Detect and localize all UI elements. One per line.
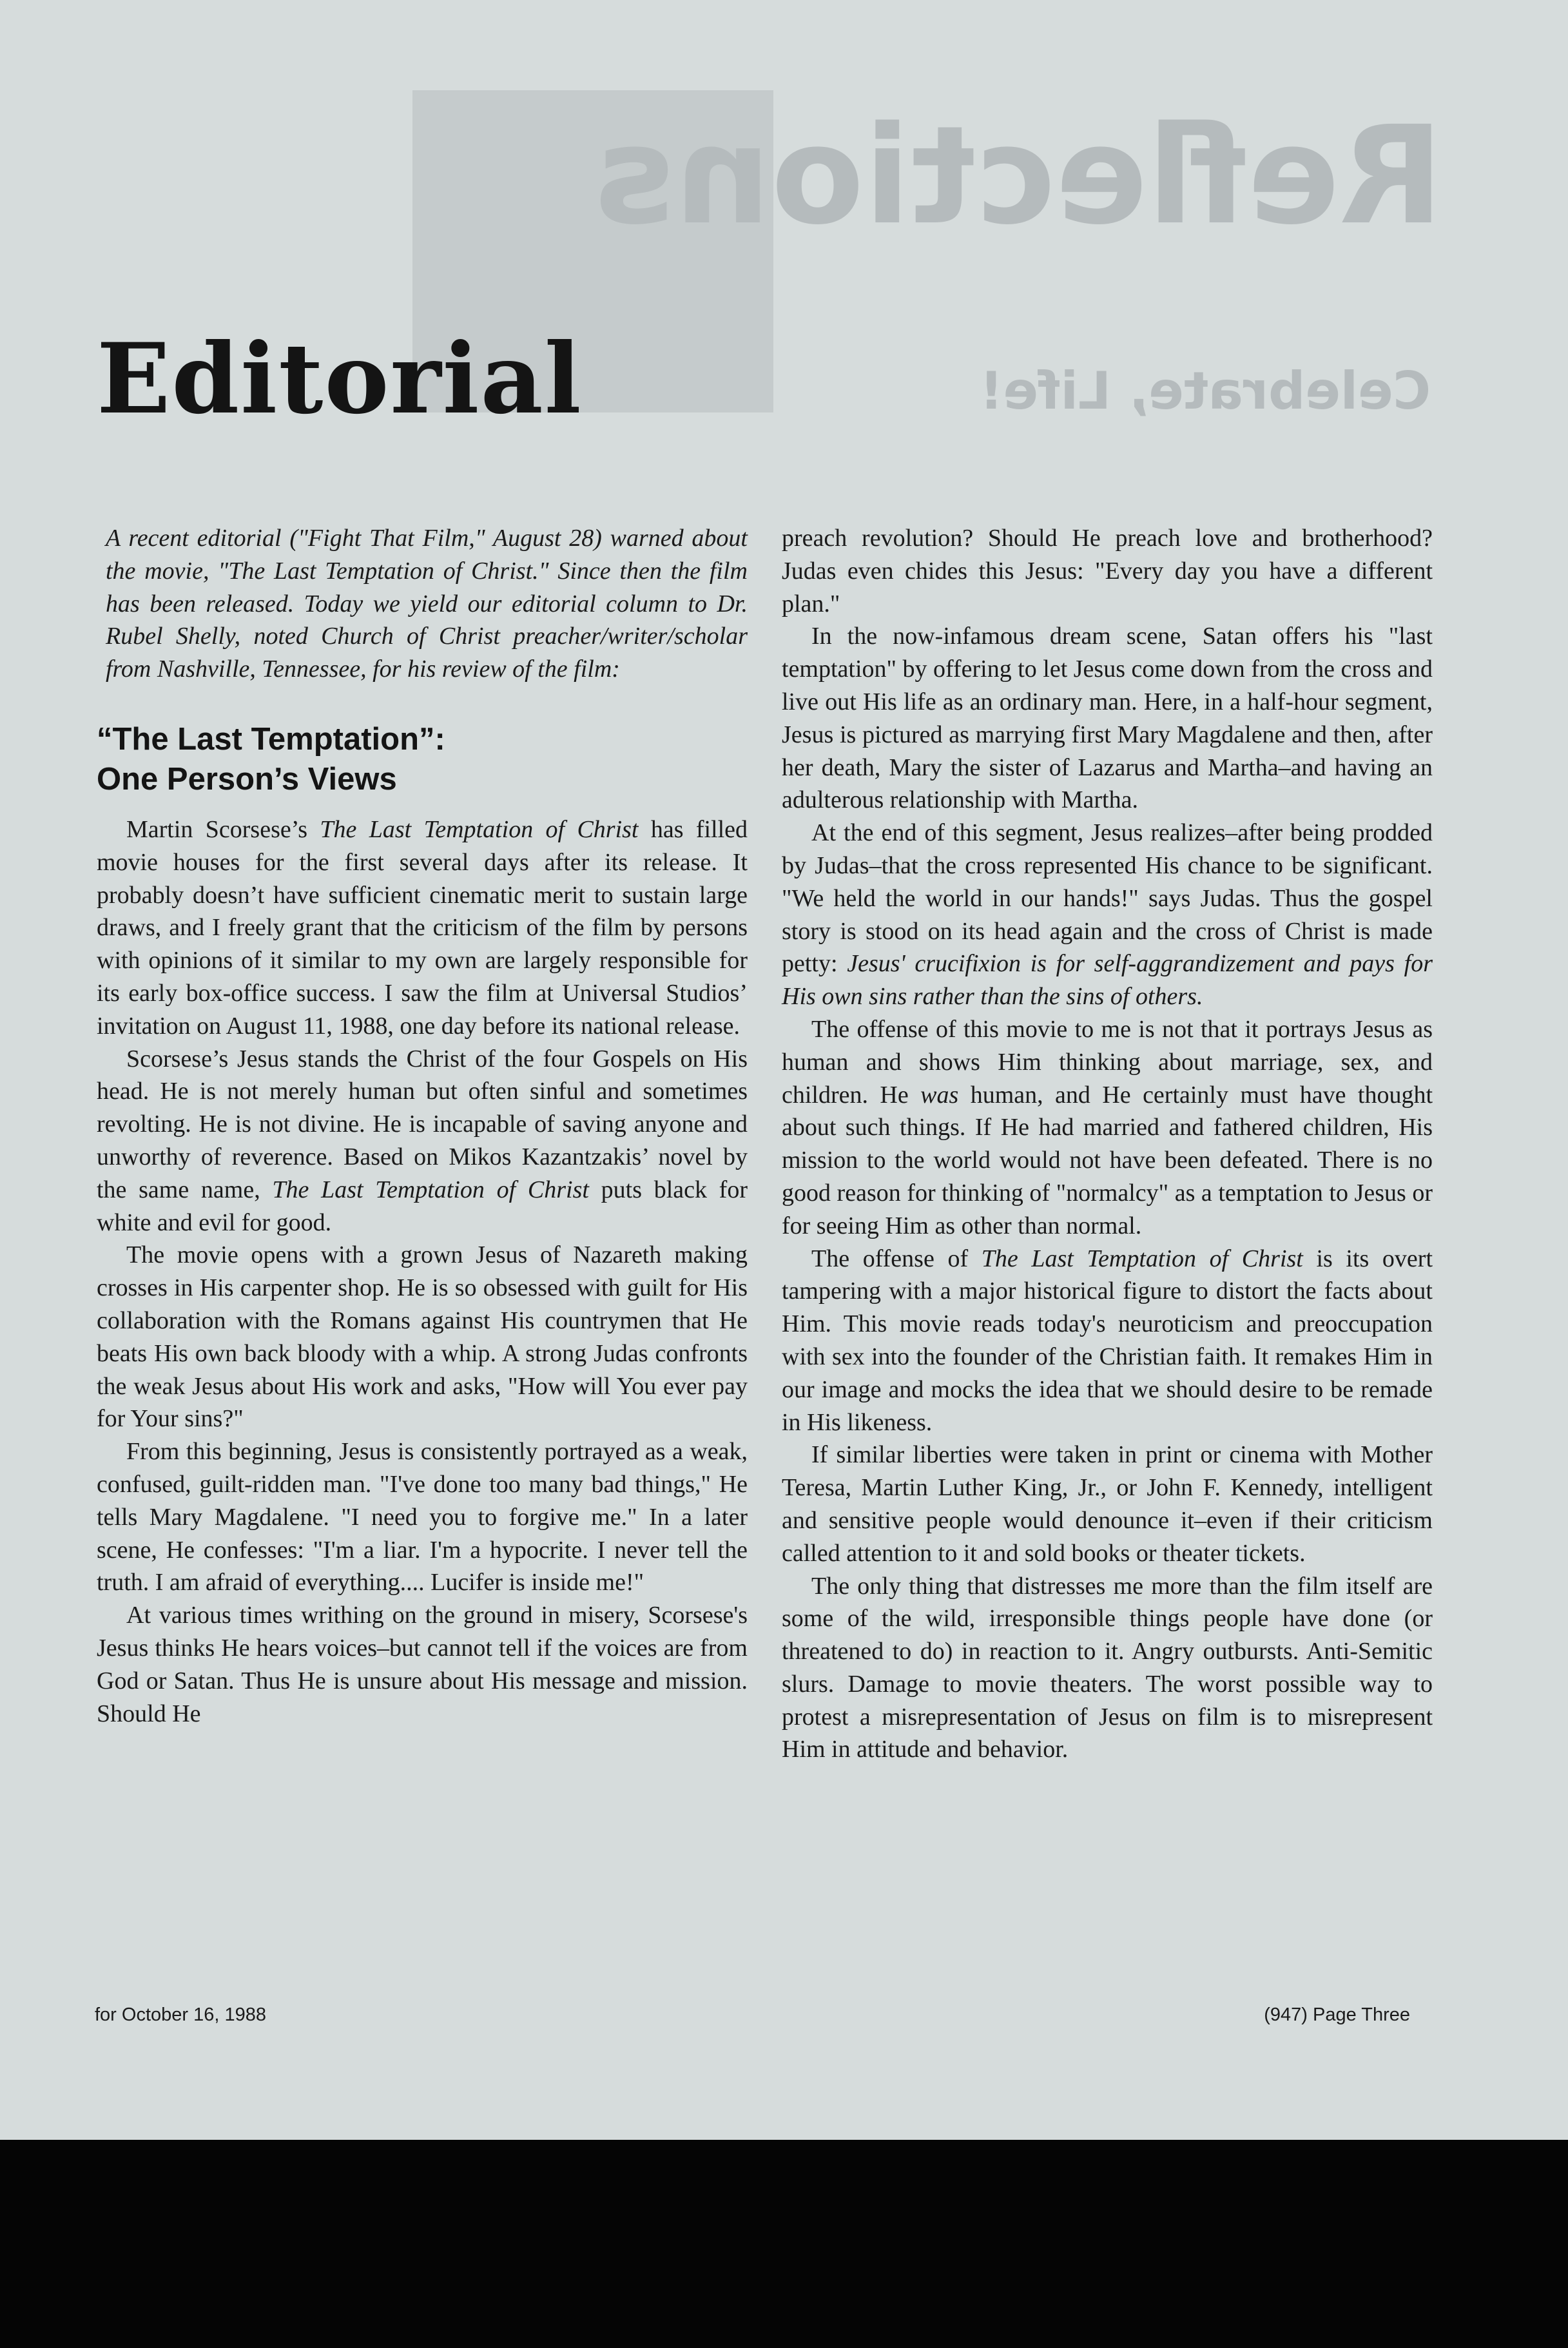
body-paragraph: The offense of this movie to me is not that it portrays Jesus as human and shows Him thinking about marriage, sex, and children. He was human, and He certainly must have thought about such things. If He had married and fathered children, His mission to the world would not have been defeated. There is no good reason for thinking of "normalcy" as a temptation to Jesus or for seeing Him as other than normal. [782, 1015, 1433, 1239]
body-paragraph-continued: preach revolution? Should He preach love and brotherhood? Judas even chides this Jesus: "Every day you have a different plan." [782, 525, 1433, 617]
body-paragraph: The offense of The Last Temptation of Christ is its overt tampering with a major historical figure to distort the facts about Him. This movie reads today's neuroticism and preoccupation with sex into the founder of the Christian faith. It remakes Him in our image and mocks the idea that we should desire to be remade in His likeness. [782, 1245, 1433, 1436]
body-paragraph: Scorsese’s Jesus stands the Christ of the four Gospels on His head. He is not merely human but often sinful and sometimes revolting. He is not divine. He is incapable of saving anyone and unworthy of reverence. Based on Mikos Kazantzakis’ novel by the same name, The Last Temptation of Christ puts black for white and evil for good. [97, 1045, 748, 1236]
right-column [782, 522, 1433, 1766]
editor-intro: A recent editorial ("Fight That Film," August 28) warned about the movie, "The Last Temptation of Christ." Since then the film has been released. Today we yield our editorial column to Dr. Rubel Shelly, noted Church of Christ preacher/writer/scholar from Nashville, Tennessee, for his review of the film: [106, 525, 748, 683]
article-title-line-1: “The Last Temptation”: [97, 721, 445, 757]
body-paragraph: If similar liberties were taken in print or cinema with Mother Teresa, Martin Luther King, Jr., or John F. Kennedy, intelligent and sensitive people would denounce it–even if their criticism called attention to it and sold books or theater tickets. [782, 1441, 1433, 1567]
bleed-through-title: Reflections [594, 97, 1444, 255]
body-paragraph: From this beginning, Jesus is consistently portrayed as a weak, confused, guilt-ridden man. "I've done too many bad things," He tells Mary Magdalene. "I need you to forgive me." In a later scene, He confesses: "I'm a liar. I'm a hypocrite. I never tell the truth. I am afraid of everything.... Lucifer is inside me!" [97, 1438, 748, 1596]
footer-date: for October 16, 1988 [95, 2004, 266, 2025]
footer-page-number: (947) Page Three [1264, 2004, 1410, 2025]
body-paragraph: At the end of this segment, Jesus realizes–after being prodded by Judas–that the cross represented His chance to be significant. "We held the world in our hands!" says Judas. Thus the gospel story is stood on its head again and the cross of Christ is made petty: Jesus' crucifixion is for self-aggrandizement and pays for His own sins rather than the sins of others. [782, 819, 1433, 1011]
article-title-line-2: One Person’s Views [97, 761, 397, 797]
section-masthead: Editorial [97, 322, 583, 436]
body-paragraph: At various times writhing on the ground in misery, Scorsese's Jesus thinks He hears voices–but cannot tell if the voices are from God or Satan. Thus He is unsure about His message and mission. Should He [97, 1602, 748, 1727]
bleed-through-subtitle: Celebrate, Life! [979, 361, 1431, 421]
body-paragraph: The only thing that distresses me more than the film itself are some of the wild, irresponsible things people have done (or threatened to do) in reaction to it. Angry outbursts. Anti-Semitic slurs. Damage to movie theaters. The worst possible way to protest a misrepresentation of Jesus on film is to misrepresent Him in attitude and behavior. [782, 1572, 1433, 1763]
body-paragraph: The movie opens with a grown Jesus of Nazareth making crosses in His carpenter shop. He is so obsessed with guilt for His collaboration with the Romans against His countrymen that He beats His own back bloody with a whip. A strong Judas confronts the weak Jesus about His work and asks, "How will You ever pay for Your sins?" [97, 1241, 748, 1433]
article-title [97, 719, 748, 799]
body-paragraph: Martin Scorsese’s The Last Temptation of Christ has filled movie houses for the first several days after its release. It probably doesn’t have sufficient cinematic merit to sustain large draws, and I freely grant that the criticism of the film by persons with opinions of it similar to my own are largely responsible for its early box-office success. I saw the film at Universal Studios’ invitation on August 11, 1988, one day before its national release. [97, 815, 748, 1040]
left-column [97, 522, 748, 1730]
body-paragraph: In the now-infamous dream scene, Satan offers his "last temptation" by offering to let Jesus come down from the cross and live out His life as an ordinary man. Here, in a half-hour segment, Jesus is pictured as marrying first Mary Magdalene and then, after her death, Mary the sister of Lazarus and Martha–and having an adulterous relationship with Martha. [782, 623, 1433, 814]
